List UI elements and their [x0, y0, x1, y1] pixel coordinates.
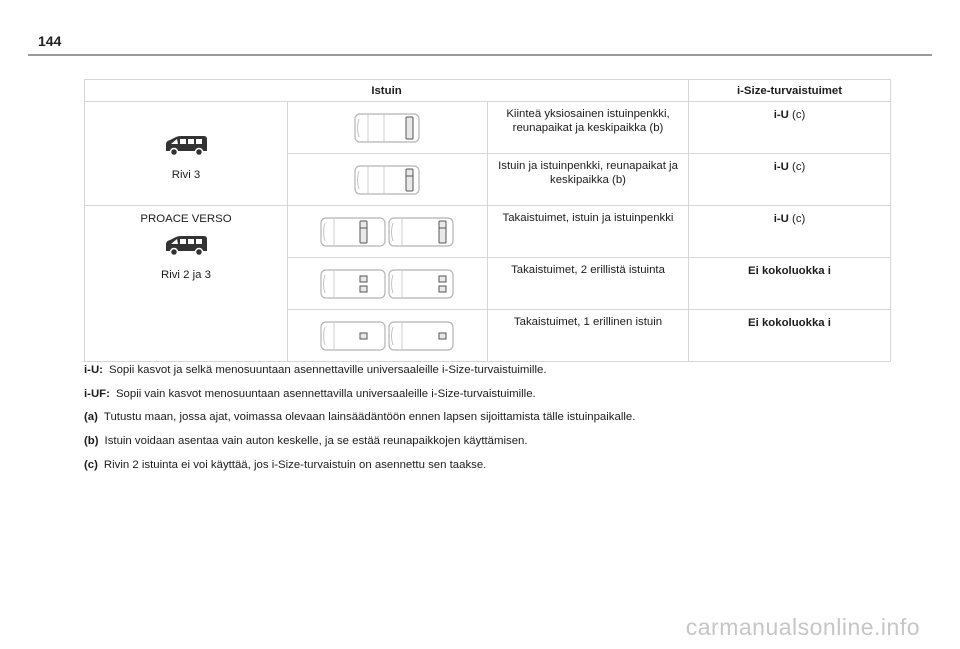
table-row: [85, 206, 891, 258]
van-seat-diagram-seat-and-bench: [354, 164, 422, 196]
rating-suffix: (c): [788, 161, 806, 173]
vehicle-cell: [85, 102, 288, 206]
isize-rating: [689, 206, 891, 258]
watermark: carmanualsonline.info: [685, 614, 920, 640]
note-text: Sopii vain kasvot menosuuntaan asennettavilla universaaleille i-Size-turvaistuimille.: [115, 387, 536, 400]
isize-rating: [689, 102, 891, 154]
rating-code: i-U: [773, 109, 789, 121]
seat-description: Takaistuimet, 2 erillistä istuinta: [488, 258, 689, 310]
rating-code: i-U: [773, 213, 789, 225]
note-key: (b): [84, 435, 99, 448]
column-header-isize: i-Size-turvaistuimet: [689, 80, 891, 102]
seat-description: Istuin ja istuinpenkki, reunapaikat ja keskipaikka (b): [488, 154, 689, 206]
vehicle-cell: [85, 206, 288, 362]
note-item: [84, 435, 904, 459]
isize-rating: [689, 154, 891, 206]
notes-list: [84, 364, 904, 482]
note-key: (a): [84, 411, 98, 424]
van-icon: [163, 134, 209, 158]
vehicle-row-label: Rivi 3: [171, 168, 201, 181]
seat-diagram-cell: [288, 154, 488, 206]
note-key: i-UF:: [84, 387, 110, 400]
seat-description: Kiinteä yksiosainen istuinpenkki, reunapaikat ja keskipaikka (b): [488, 102, 689, 154]
van-icon: [163, 234, 209, 258]
table-header-row: [85, 80, 891, 102]
column-header-seat: Istuin: [85, 80, 689, 102]
van-seat-diagram-one-separate-seat: [320, 320, 456, 352]
header-rule: [28, 54, 932, 56]
note-key: (c): [84, 458, 98, 471]
rating-code: i-U: [773, 161, 789, 173]
seat-diagram-cell: [288, 206, 488, 258]
rating-suffix: (c): [788, 109, 806, 121]
van-seat-diagram-two-separate-seats: [320, 268, 456, 300]
vehicle-row-label: Rivi 2 ja 3: [160, 269, 211, 281]
seat-diagram-cell: [288, 310, 488, 362]
note-item: [84, 364, 904, 388]
rating-suffix: (c): [788, 213, 806, 225]
note-item: [84, 411, 904, 435]
note-text: Tutustu maan, jossa ajat, voimassa olevaan lainsäädäntöön ennen lapsen sijoittamista tälle istuinpaikalle.: [103, 411, 636, 424]
seat-description: Takaistuimet, istuin ja istuinpenkki: [488, 206, 689, 258]
seat-diagram-cell: [288, 258, 488, 310]
van-seat-diagram-single-bench: [354, 112, 422, 144]
page-number: 144: [38, 33, 62, 49]
seat-compatibility-table: [84, 79, 891, 362]
note-item: [84, 388, 904, 412]
seat-diagram-cell: [288, 102, 488, 154]
note-key: i-U:: [84, 364, 103, 376]
note-text: Istuin voidaan asentaa vain auton keskelle, ja se estää reunapaikkojen käyttämisen.: [104, 435, 528, 448]
note-text: Sopii kasvot ja selkä menosuuntaan asennettaville universaaleille i-Size-turvaistuimille.: [108, 364, 547, 376]
isize-rating: Ei kokoluokka i: [689, 258, 891, 310]
table-row: [85, 102, 891, 154]
note-text: Rivin 2 istuinta ei voi käyttää, jos i-Size-turvaistuin on asennettu sen taakse.: [103, 458, 487, 471]
note-item: [84, 459, 904, 483]
isize-rating: Ei kokoluokka i: [689, 310, 891, 362]
vehicle-name: PROACE VERSO: [140, 213, 232, 225]
seat-description: Takaistuimet, 1 erillinen istuin: [488, 310, 689, 362]
van-seat-diagram-rear-seat-and-bench: [320, 216, 456, 248]
